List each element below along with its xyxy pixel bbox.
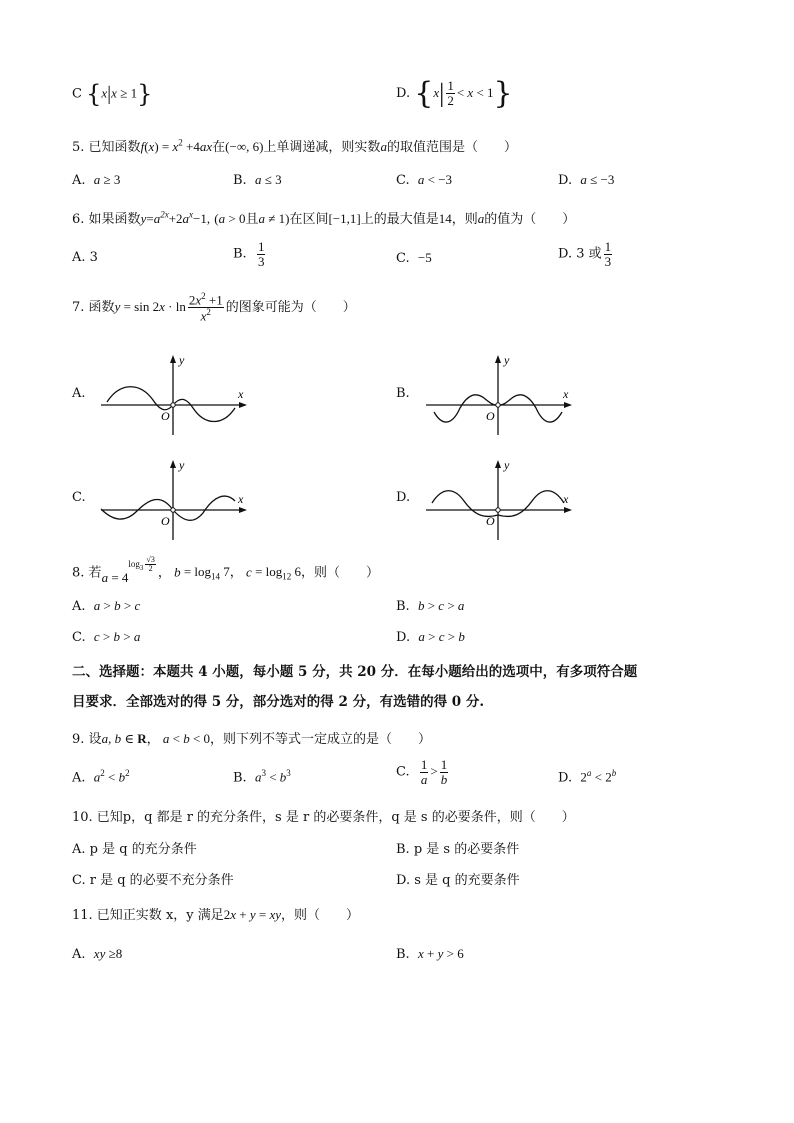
svg-text:x: x [238,492,244,506]
option-label: D. [396,86,411,101]
origin-point [496,508,500,512]
question-7: 7. 函数y = sin 2x · ln $\frac{2x^2 +1}{x^2}$ 的图象可能为（ ） [72,291,356,324]
q4-option-d: D. {x| $\frac{1}{2}$ < x < 1} [396,76,513,111]
section-2-header-line-1: 二、选择题：本题共 4 小题，每小题 5 分，共 20 分．在每小题给出的选项中，有多项符合题 [72,664,638,680]
svg-text:y: y [179,353,185,367]
q7-graph-c [95,455,255,545]
question-9: 9. 设a, b ∈ R， a < b < 0，则下列不等式一定成立的是（ ） [72,731,432,747]
x-axis-arrow [564,402,572,408]
q5-option-b: B. a ≤ 3 [233,172,282,188]
q9-option-d: D. $2^a < 2^b$ [558,768,617,786]
origin-point [496,403,500,407]
svg-text:y: y [504,353,510,367]
q9-option-c: C. $\frac{1}{a}$ > $\frac{1}{b}$ [396,757,448,787]
q8-option-c: C. c > b > a [72,629,141,645]
x-axis-arrow [239,507,247,513]
q5-option-a: A. a ≥ 3 [72,172,121,188]
y-axis-arrow [170,460,176,468]
q6-option-a: A. 3 [72,250,98,265]
q7-option-c-label: C. [72,490,86,505]
svg-text:y: y [179,458,185,472]
q5-option-d: D. a ≤ −3 [558,172,615,188]
svg-text:O: O [486,514,495,528]
y-axis-arrow [495,355,501,363]
y-axis-arrow [495,460,501,468]
q7-graph-a [95,350,255,440]
svg-text:O: O [486,409,495,423]
q8-option-d: D. a > c > b [396,629,465,645]
q7-graph-b [420,350,580,440]
q6-option-c: C. −5 [396,250,432,266]
q9-option-a: A. $a^2 < b^2$ [72,768,130,786]
q9-option-b: B. $a^3 < b^3$ [233,768,291,786]
question-6: 6. 如果函数$y=a^{2x}+2a^x-1$, (a > 0且a ≠ 1)在区间[−1,1]上的最大值是14，则a的值为（ ） [72,209,576,227]
q10-option-a: A. p 是 q 的充分条件 [72,842,197,857]
q7-option-a-label: A. [72,386,86,401]
origin-point [171,403,175,407]
svg-text:y: y [504,458,510,472]
q10-option-d: D. s 是 q 的充要条件 [396,873,520,888]
svg-text:x: x [563,387,569,401]
q7-option-b-label: B. [396,386,410,401]
question-11: 11. 已知正实数 x，y 满足2x + y = xy，则（ ） [72,907,360,923]
q5-option-c: C. a < −3 [396,172,453,188]
question-10: 10. 已知p，q 都是 r 的充分条件，s 是 r 的必要条件，q 是 s 的必要条件，则（ ） [72,810,575,825]
question-5: 5. 已知函数$f(x) = x^2 +4ax$在(−∞, 6)上单调递减，则实数a的取值范围是（ ） [72,137,517,155]
option-label: C [72,86,82,102]
x-axis-arrow [564,507,572,513]
q11-option-a: A. xy ≥8 [72,946,123,962]
x-axis-arrow [239,402,247,408]
q6-option-d: D. 3 或 $\frac{1}{3}$ [558,239,612,269]
svg-text:x: x [563,492,569,506]
q7-option-d-label: D. [396,490,411,505]
origin-point [171,508,175,512]
q11-option-b: B. x + y > 6 [396,946,464,962]
q7-graph-d [420,455,580,545]
section-2-header-line-2: 目要求．全部选对的得 5 分，部分选对的得 2 分，有选错的得 0 分. [72,694,485,710]
question-8: 8. 若$a = 4^{log_3 \frac{√3}{2}}$ ， $b = \log_{14} 7$， $c = \log_{12} 6$，则（ ） [72,555,380,586]
q10-option-b: B. p 是 s 的必要条件 [396,842,520,857]
q4-option-c: C {x|x ≥ 1} [72,80,153,108]
q8-option-b: B. b > c > a [396,598,465,614]
q6-option-b: B. $\frac{1}{3}$ [233,239,265,269]
svg-text:x: x [238,387,244,401]
q8-option-a: A. a > b > c [72,598,141,614]
y-axis-arrow [170,355,176,363]
q10-option-c: C. r 是 q 的必要不充分条件 [72,873,234,888]
svg-text:O: O [161,514,170,528]
svg-text:O: O [161,409,170,423]
